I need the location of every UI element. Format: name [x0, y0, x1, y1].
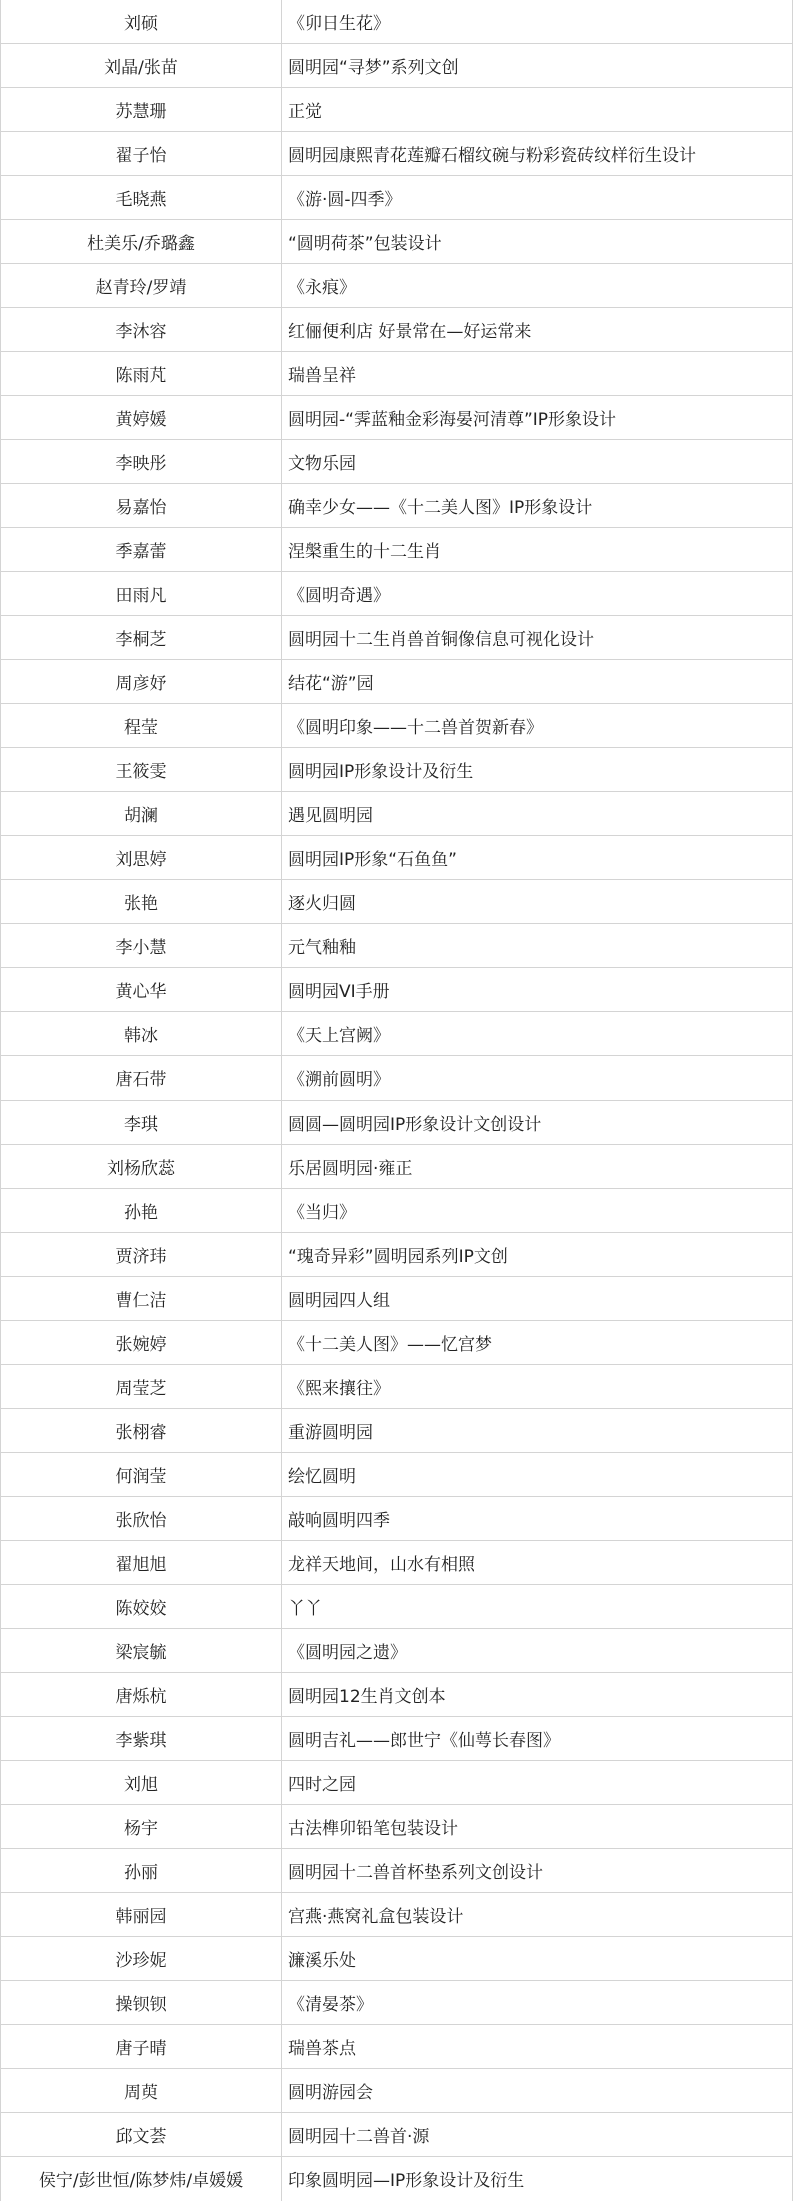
- table-row: [1, 308, 792, 352]
- author-name-cell: 翟旭旭: [1, 1541, 282, 1584]
- table-row: [1, 1365, 792, 1409]
- author-name-cell: 刘晶/张苗: [1, 44, 282, 87]
- table-row: [1, 264, 792, 308]
- author-name-cell: 张欣怡: [1, 1497, 282, 1540]
- table-row: [1, 2025, 792, 2069]
- author-name-cell: 唐烁杭: [1, 1673, 282, 1716]
- author-name-cell: 季嘉蕾: [1, 528, 282, 571]
- table-row: [1, 660, 792, 704]
- author-name-cell: 刘思婷: [1, 836, 282, 879]
- author-name-cell: 刘杨欣蕊: [1, 1145, 282, 1188]
- table-row: [1, 1189, 792, 1233]
- table-row: [1, 1629, 792, 1673]
- author-name-cell: 刘旭: [1, 1761, 282, 1804]
- work-title-cell: 《清晏茶》: [288, 1994, 373, 2015]
- table-row: [1, 1937, 792, 1981]
- author-name-cell: 贾济玮: [1, 1233, 282, 1276]
- author-name-cell: 唐子晴: [1, 2025, 282, 2068]
- table-row: [1, 1145, 792, 1189]
- work-title-cell: 《熙来攘往》: [288, 1378, 390, 1399]
- work-title-cell: 圆明吉礼——郎世宁《仙萼长春图》: [288, 1730, 560, 1751]
- table-row: [1, 1409, 792, 1453]
- table-row: [1, 1233, 792, 1277]
- table-row: [1, 528, 792, 572]
- author-name-cell: 韩丽园: [1, 1893, 282, 1936]
- author-name-cell: 周彦妤: [1, 660, 282, 703]
- work-title-cell: 圆明园四人组: [288, 1290, 390, 1311]
- work-title-cell: 结花“游”园: [288, 674, 374, 695]
- author-name-cell: 孙丽: [1, 1849, 282, 1892]
- author-name-cell: 曹仁洁: [1, 1277, 282, 1320]
- author-name-cell: 唐石带: [1, 1056, 282, 1099]
- table-row: [1, 1981, 792, 2025]
- work-title-cell: 瑞兽茶点: [288, 2038, 356, 2059]
- author-name-cell: 黄婷媛: [1, 396, 282, 439]
- author-name-cell: 李琪: [1, 1101, 282, 1144]
- work-title-cell: 圆明园12生肖文创本: [288, 1686, 446, 1707]
- work-title-cell: “圆明荷茶”包装设计: [288, 234, 442, 255]
- author-name-cell: 田雨凡: [1, 572, 282, 615]
- author-name-cell: 杨宇: [1, 1805, 282, 1848]
- table-row: [1, 396, 792, 440]
- table-row: [1, 616, 792, 660]
- work-title-cell: 圆圆—圆明园IP形象设计文创设计: [288, 1114, 542, 1135]
- table-row: [1, 440, 792, 484]
- table-row: [1, 176, 792, 220]
- author-name-cell: 刘硕: [1, 0, 282, 43]
- table-row: [1, 1585, 792, 1629]
- table-row: [1, 1673, 792, 1717]
- work-title-cell: 圆明园十二生肖兽首铜像信息可视化设计: [288, 630, 594, 651]
- author-name-cell: 黄心华: [1, 968, 282, 1011]
- work-title-cell: 涅槃重生的十二生肖: [288, 542, 441, 563]
- work-title-cell: 重游圆明园: [288, 1422, 373, 1443]
- author-name-cell: 苏慧珊: [1, 88, 282, 131]
- table-row: [1, 2069, 792, 2113]
- work-title-cell: 乐居圆明园·雍正: [288, 1158, 413, 1179]
- work-title-cell: 圆明园VI手册: [288, 982, 390, 1003]
- author-name-cell: 张栩睿: [1, 1409, 282, 1452]
- author-name-cell: 李沐容: [1, 308, 282, 351]
- work-title-cell: 瑞兽呈祥: [288, 366, 356, 387]
- author-name-cell: 程莹: [1, 704, 282, 747]
- table-row: [1, 352, 792, 396]
- author-name-cell: 韩冰: [1, 1012, 282, 1055]
- author-name-cell: 侯宁/彭世恒/陈梦炜/卓媛媛: [1, 2157, 282, 2201]
- work-title-cell: 四时之园: [288, 1774, 356, 1795]
- table-row: [1, 1012, 792, 1056]
- author-name-cell: 陈雨芃: [1, 352, 282, 395]
- author-name-cell: 毛晓燕: [1, 176, 282, 219]
- work-title-cell: 《天上宫阙》: [288, 1026, 390, 1047]
- table-row: [1, 1761, 792, 1805]
- table-row: [1, 1277, 792, 1321]
- table-row: [1, 44, 792, 88]
- author-name-cell: 王筱雯: [1, 748, 282, 791]
- work-title-cell: 《圆明奇遇》: [288, 586, 390, 607]
- table-row: [1, 484, 792, 528]
- table-row: [1, 748, 792, 792]
- work-title-cell: 圆明园-“霁蓝釉金彩海晏河清尊”IP形象设计: [288, 410, 617, 431]
- table-row: [1, 2113, 792, 2157]
- work-title-cell: 丫丫: [288, 1598, 322, 1619]
- work-title-cell: 圆明游园会: [288, 2082, 373, 2103]
- work-title-cell: 濂溪乐处: [288, 1950, 356, 1971]
- work-title-cell: 《卯日生花》: [288, 14, 390, 34]
- table-row: [1, 792, 792, 836]
- work-title-cell: 宫燕·燕窝礼盒包装设计: [288, 1906, 464, 1927]
- work-title-cell: 《十二美人图》——忆宫梦: [288, 1334, 492, 1355]
- table-row: [1, 968, 792, 1012]
- table-row: [1, 704, 792, 748]
- work-title-cell: “瑰奇异彩”圆明园系列IP文创: [288, 1246, 508, 1267]
- work-title-cell: 《永痕》: [288, 278, 356, 299]
- work-title-cell: 《游·圆-四季》: [288, 190, 402, 211]
- table-row: [1, 1497, 792, 1541]
- table-row: [1, 1056, 792, 1100]
- author-name-cell: 张艳: [1, 880, 282, 923]
- table-row: [1, 1717, 792, 1761]
- author-name-cell: 翟子怡: [1, 132, 282, 175]
- table-row: [1, 1541, 792, 1585]
- work-title-cell: 确幸少女——《十二美人图》IP形象设计: [288, 498, 593, 519]
- work-title-cell: 红俪便利店 好景常在—好运常来: [288, 322, 532, 343]
- table-row: [1, 220, 792, 264]
- table-row: [1, 88, 792, 132]
- work-title-cell: 文物乐园: [288, 454, 356, 475]
- table-row: [1, 0, 792, 44]
- author-name-cell: 李小慧: [1, 924, 282, 967]
- author-name-cell: 操钡钡: [1, 1981, 282, 2024]
- author-name-cell: 易嘉怡: [1, 484, 282, 527]
- work-title-cell: 绘忆圆明: [288, 1466, 356, 1487]
- work-title-cell: 龙祥天地间，山水有相照: [288, 1554, 475, 1575]
- work-title-cell: 元气釉釉: [288, 938, 356, 959]
- work-title-cell: 逐火归圆: [288, 894, 356, 915]
- author-name-cell: 赵青玲/罗靖: [1, 264, 282, 307]
- table-row: [1, 2157, 792, 2201]
- work-title-cell: 《圆明印象——十二兽首贺新春》: [288, 718, 543, 739]
- work-title-cell: 圆明园IP形象“石鱼鱼”: [288, 850, 457, 871]
- work-title-cell: 《当归》: [288, 1202, 356, 1223]
- author-name-cell: 李桐芝: [1, 616, 282, 659]
- table-row: [1, 1849, 792, 1893]
- author-name-cell: 孙艳: [1, 1189, 282, 1232]
- work-title-cell: 印象圆明园—IP形象设计及衍生: [288, 2171, 525, 2192]
- work-title-cell: 古法榫卯铅笔包装设计: [288, 1818, 458, 1839]
- author-name-cell: 沙珍妮: [1, 1937, 282, 1980]
- table-row: [1, 924, 792, 968]
- table-row: [1, 132, 792, 176]
- table-row: [1, 572, 792, 616]
- table-row: [1, 1893, 792, 1937]
- author-name-cell: 邱文荟: [1, 2113, 282, 2156]
- work-title-cell: 遇见圆明园: [288, 806, 373, 827]
- table-row: [1, 836, 792, 880]
- table-row: [1, 1805, 792, 1849]
- author-name-cell: 李紫琪: [1, 1717, 282, 1760]
- table-row: [1, 1453, 792, 1497]
- work-title-cell: 圆明园十二兽首杯垫系列文创设计: [288, 1862, 543, 1883]
- author-name-cell: 陈姣姣: [1, 1585, 282, 1628]
- author-name-cell: 周莹芝: [1, 1365, 282, 1408]
- work-title-cell: 《圆明园之遗》: [288, 1642, 407, 1663]
- work-title-cell: 敲响圆明四季: [288, 1510, 390, 1531]
- table-row: [1, 1101, 792, 1145]
- work-title-cell: 圆明园十二兽首·源: [288, 2126, 430, 2147]
- work-title-cell: 圆明园康熙青花莲瓣石榴纹碗与粉彩瓷砖纹样衍生设计: [288, 146, 696, 167]
- author-name-cell: 周萸: [1, 2069, 282, 2112]
- work-title-cell: 圆明园IP形象设计及衍生: [288, 762, 474, 783]
- author-name-cell: 杜美乐/乔璐鑫: [1, 220, 282, 263]
- table-row: [1, 1321, 792, 1365]
- work-title-cell: 正觉: [288, 102, 322, 123]
- author-name-cell: 何润莹: [1, 1453, 282, 1496]
- work-title-cell: 圆明园“寻梦”系列文创: [288, 58, 459, 79]
- author-name-cell: 胡澜: [1, 792, 282, 835]
- author-name-cell: 李映彤: [1, 440, 282, 483]
- work-title-cell: 《溯前圆明》: [288, 1070, 390, 1091]
- author-name-cell: 张婉婷: [1, 1321, 282, 1364]
- table-row: [1, 880, 792, 924]
- author-name-cell: 梁宸毓: [1, 1629, 282, 1672]
